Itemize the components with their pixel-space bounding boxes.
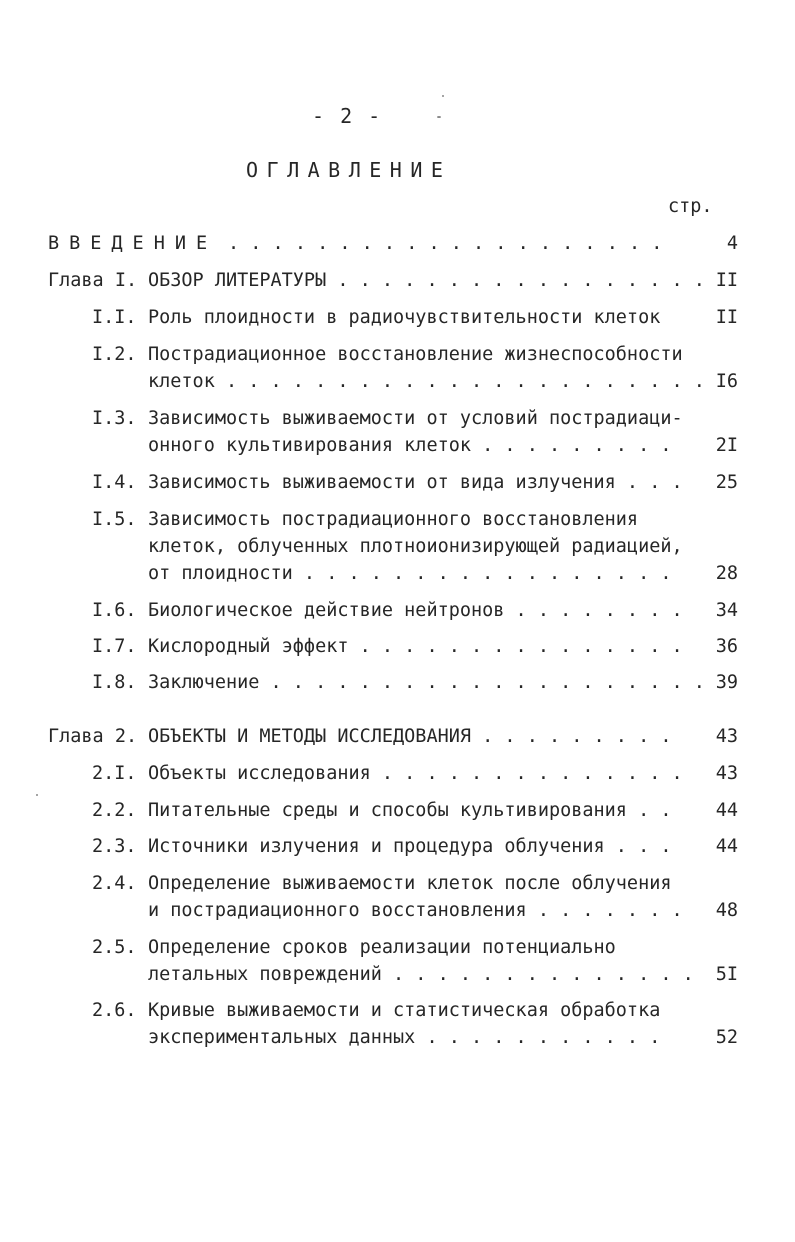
section-page: 39	[715, 672, 738, 693]
chapter-1-title: ОБЗОР ЛИТЕРАТУРЫ . . . . . . . . . . . . . . . . .	[148, 270, 705, 291]
intro-title: ВВЕДЕНИЕ	[48, 233, 218, 254]
toc-entry-1-8	[48, 670, 738, 696]
toc-entry-2-5	[48, 935, 738, 961]
section-page: 34	[715, 600, 738, 621]
section-title-cont: экспериментальных данных . . . . . . . . . . .	[148, 1027, 661, 1048]
section-title: Питательные среды и способы культивирования . .	[148, 800, 672, 821]
toc-entry-2-1	[48, 761, 738, 787]
section-number: 2.I.	[92, 763, 137, 784]
section-page: 52	[715, 1027, 738, 1048]
section-number: 2.6.	[92, 1000, 137, 1021]
section-title: Роль плоидности в радиочувствительности клеток	[148, 307, 661, 328]
toc-entry-2-6	[48, 998, 738, 1024]
section-number: 2.2.	[92, 800, 137, 821]
section-title-cont: от плоидности . . . . . . . . . . . . . . . . .	[148, 563, 672, 584]
section-title: Определение выживаемости клеток после облучения	[148, 873, 672, 894]
scan-speck	[442, 95, 444, 97]
section-title-cont: летальных повреждений . . . . . . . . . . . . . .	[148, 964, 694, 985]
page-column-label: стр.	[668, 196, 713, 217]
toc-title: ОГЛАВЛЕНИЕ	[246, 158, 452, 182]
chapter-2-number: Глава 2.	[48, 726, 138, 747]
section-number: I.I.	[92, 307, 137, 328]
section-page: I6	[715, 371, 738, 392]
section-number: I.8.	[92, 672, 137, 693]
section-number: I.2.	[92, 344, 137, 365]
section-title: Заключение . . . . . . . . . . . . . . . . . . . .	[148, 672, 705, 693]
section-title-cont: онного культивирования клеток . . . . . . . . .	[148, 435, 672, 456]
toc-entry-1-5	[48, 507, 738, 533]
intro-page: 4	[726, 233, 738, 254]
section-title: Определение сроков реализации потенциально	[148, 937, 616, 958]
section-page: 28	[715, 563, 738, 584]
toc-entry-1-5-cont2	[48, 561, 738, 587]
toc-entry-2-4	[48, 871, 738, 897]
toc-entry-1-1	[48, 305, 738, 331]
section-title: Зависимость пострадиационного восстановления	[148, 509, 639, 530]
toc-entry-1-2-cont	[48, 369, 738, 395]
section-page: 43	[715, 763, 738, 784]
section-number: 2.4.	[92, 873, 137, 894]
section-page: 2I	[715, 435, 738, 456]
section-number: I.3.	[92, 408, 137, 429]
section-page: 44	[715, 800, 738, 821]
chapter-2-title: ОБЪЕКТЫ И МЕТОДЫ ИССЛЕДОВАНИЯ . . . . . . . . .	[148, 726, 672, 747]
section-number: I.7.	[92, 636, 137, 657]
section-page: 5I	[715, 964, 738, 985]
toc-entry-2-5-cont	[48, 962, 738, 988]
section-page: II	[715, 307, 738, 328]
page-number: - 2 -	[312, 104, 383, 128]
chapter-2-page: 43	[715, 726, 738, 747]
section-title: Зависимость выживаемости от условий пострадиаци-	[148, 408, 683, 429]
toc-entry-2-4-cont	[48, 898, 738, 924]
section-title: Биологическое действие нейтронов . . . . . . . .	[148, 600, 683, 621]
section-number: I.6.	[92, 600, 137, 621]
section-page: 36	[715, 636, 738, 657]
section-title: Кривые выживаемости и статистическая обработка	[148, 1000, 661, 1021]
toc-entry-1-3	[48, 406, 738, 432]
toc-entry-chapter-1	[48, 268, 738, 294]
toc-entry-1-3-cont	[48, 433, 738, 459]
scan-speck	[36, 794, 38, 796]
section-number: 2.3.	[92, 836, 137, 857]
toc-entry-chapter-2	[48, 724, 738, 750]
toc-entry-intro	[48, 231, 738, 257]
chapter-1-page: II	[715, 270, 738, 291]
section-title: Источники излучения и процедура облучения . . .	[148, 836, 672, 857]
toc-entry-1-5-cont	[48, 534, 738, 560]
intro-leader-dots: . . . . . . . . . . . . . . . . . . . .	[228, 233, 663, 254]
toc-entry-2-3	[48, 834, 738, 860]
section-title: Кислородный эффект . . . . . . . . . . . . . . .	[148, 636, 683, 657]
chapter-1-number: Глава I.	[48, 270, 138, 291]
section-title: Пострадиационное восстановление жизнеспособности	[148, 344, 683, 365]
section-title: Зависимость выживаемости от вида излучения . . .	[148, 472, 683, 493]
toc-entry-1-4	[48, 470, 738, 496]
toc-entry-1-6	[48, 598, 738, 624]
section-page: 44	[715, 836, 738, 857]
scan-speck	[437, 116, 441, 118]
section-number: I.5.	[92, 509, 137, 530]
section-page: 48	[715, 900, 738, 921]
section-number: I.4.	[92, 472, 137, 493]
section-title-cont: и пострадиационного восстановления . . . . . . .	[148, 900, 683, 921]
section-number: 2.5.	[92, 937, 137, 958]
toc-entry-2-6-cont	[48, 1025, 738, 1051]
toc-entry-1-7	[48, 634, 738, 660]
toc-entry-1-2	[48, 342, 738, 368]
section-title-cont: клеток, облученных плотноионизирующей радиацией,	[148, 536, 683, 557]
toc-entry-2-2	[48, 798, 738, 824]
section-page: 25	[715, 472, 738, 493]
section-title-cont: клеток . . . . . . . . . . . . . . . . . . . . . .	[148, 371, 705, 392]
section-title: Объекты исследования . . . . . . . . . . . . . .	[148, 763, 683, 784]
